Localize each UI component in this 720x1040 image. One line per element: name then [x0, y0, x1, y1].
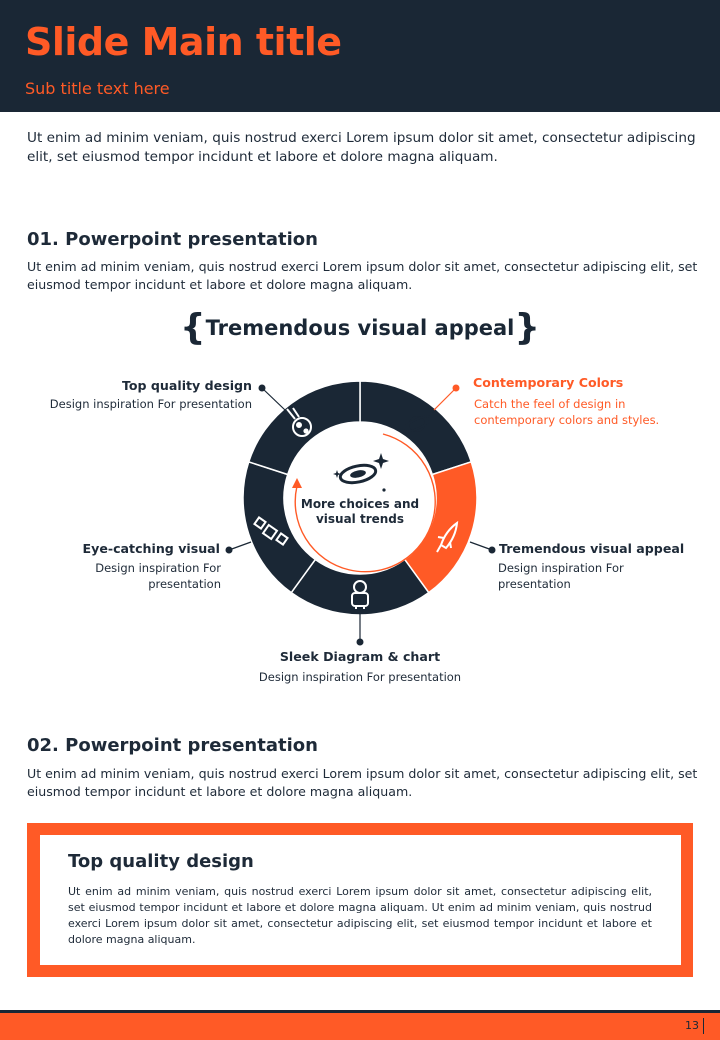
- slide-subtitle: Sub title text here: [25, 79, 170, 98]
- connector-dot-sleek: [357, 639, 364, 646]
- segment-sleek-diagram: [243, 462, 315, 593]
- page-number: 13: [685, 1018, 704, 1034]
- item-contemporary-title: Contemporary Colors: [473, 375, 624, 390]
- connector-dot-top-quality: [259, 385, 266, 392]
- item-top-quality-desc: Design inspiration For presentation: [49, 397, 252, 411]
- diagram-center-text: More choices and visual trends: [300, 497, 420, 526]
- section-2-title: 02. Powerpoint presentation: [27, 735, 318, 756]
- connector-eye-catching: [229, 542, 251, 550]
- intro-paragraph: Ut enim ad minim veniam, quis nostrud exerci Lorem ipsum dolor sit amet, consectetur adipiscing elit, set eiusmod tempor incidunt et labore et dolore magna aliquam.: [27, 130, 696, 165]
- connector-dot-tremendous: [489, 547, 496, 554]
- diagram-title-text: Tremendous visual appeal: [205, 316, 515, 340]
- inner-arc-arrow-icon: [292, 478, 302, 488]
- segment-contemporary-colors: [405, 462, 477, 593]
- item-tremendous-title: Tremendous visual appeal: [499, 541, 685, 556]
- galaxy-icon: [333, 453, 389, 492]
- segment-eye-catching: [249, 381, 360, 475]
- item-sleek-desc: Design inspiration For presentation: [258, 670, 462, 684]
- highlight-box-text: Ut enim ad minim veniam, quis nostrud exerci Lorem ipsum dolor sit amet, consectetur adipiscing elit, set eiusmod tempor incidunt et labore et dolore magna aliquam. Ut enim ad minim veniam, quis nostrud exerci Lorem ipsum dolor sit amet, consectetur adipiscing elit, set eiusmod tempor incidunt et labore et dolore magna aliquam.: [68, 885, 652, 946]
- item-tremendous-desc: Design inspiration For presentation: [498, 561, 624, 591]
- highlight-box-title: Top quality design: [68, 851, 254, 872]
- connector-contemporary: [434, 388, 456, 410]
- item-contemporary-desc: Catch the feel of design in contemporary colors and styles.: [474, 397, 660, 427]
- close-brace: }: [514, 307, 541, 348]
- item-eye-catching-desc: Design inspiration For presentation: [95, 561, 221, 591]
- section-1-text: Ut enim ad minim veniam, quis nostrud exerci Lorem ipsum dolor sit amet, consectetur adipiscing elit, set eiusmod tempor incidunt et labore et dolore magna aliquam.: [27, 259, 698, 292]
- open-brace: {: [179, 307, 206, 348]
- item-sleek-title: Sleek Diagram & chart: [279, 649, 441, 664]
- connector-dot-eye-catching: [226, 547, 233, 554]
- connector-top-quality: [262, 388, 285, 410]
- item-eye-catching-title: Eye-catching visual: [82, 541, 220, 556]
- section-2-text: Ut enim ad minim veniam, quis nostrud exerci Lorem ipsum dolor sit amet, consectetur adipiscing elit, set eiusmod tempor incidunt et labore et dolore magna aliquam.: [27, 766, 698, 799]
- footer-bar: [0, 1013, 720, 1040]
- connector-tremendous: [470, 542, 492, 550]
- section-1-title: 01. Powerpoint presentation: [27, 229, 318, 250]
- item-top-quality-title: Top quality design: [121, 378, 252, 393]
- slide-main-title: Slide Main title: [25, 20, 342, 64]
- connector-dot-contemporary: [453, 385, 460, 392]
